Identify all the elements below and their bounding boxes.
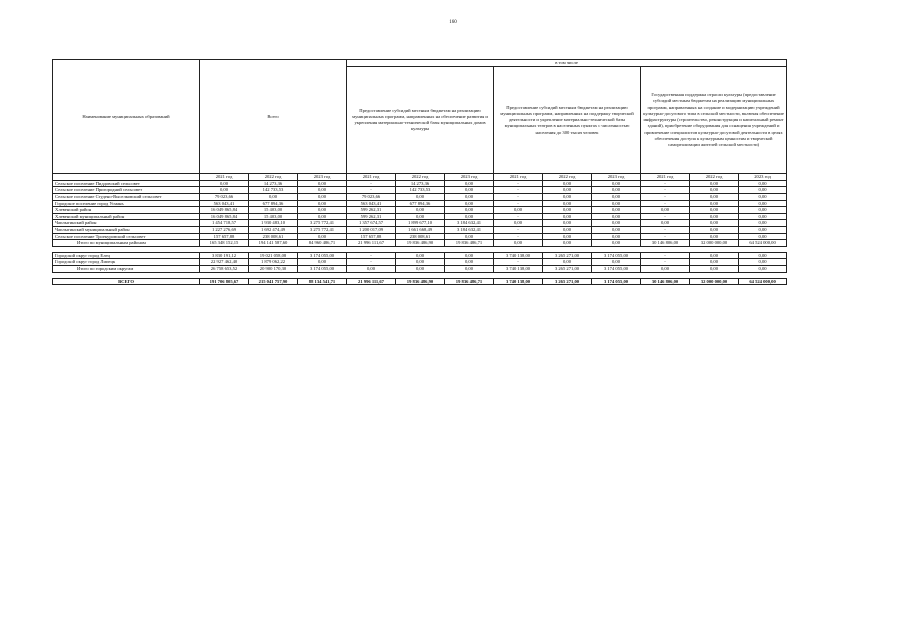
value-cell: 0,00 xyxy=(739,233,787,240)
value-cell: - xyxy=(347,187,396,194)
value-cell: 0,00 xyxy=(298,180,347,187)
value-cell: 677 894,36 xyxy=(396,200,445,207)
value-cell: 22 927 462,40 xyxy=(200,259,249,266)
value-cell: 21 996 111,67 xyxy=(347,278,396,285)
value-cell: 3 740 138,00 xyxy=(494,265,543,272)
value-cell: 3 174 055,00 xyxy=(592,278,641,285)
value-cell: 0,00 xyxy=(445,233,494,240)
year-header: 2023 год xyxy=(739,174,787,181)
table-row xyxy=(53,226,787,233)
header-in-that-number: в том числе xyxy=(347,60,787,67)
table-row xyxy=(53,213,787,220)
value-cell: 79 023,66 xyxy=(200,193,249,200)
value-cell: 0,00 xyxy=(543,233,592,240)
value-cell: - xyxy=(641,259,690,266)
value-cell: - xyxy=(494,213,543,220)
value-cell: 3 174 055,00 xyxy=(592,252,641,259)
value-cell: 0,00 xyxy=(494,220,543,227)
value-cell: 563 043,41 xyxy=(200,200,249,207)
year-header: 2021 год xyxy=(494,174,543,181)
value-cell: 0,00 xyxy=(445,213,494,220)
header-group-theatres: Предоставление субсидий местным бюджетам на реализацию муниципальных программ, направленных на поддержку творческой деятельности и укрепление материально-технической базы муниципальных театров в населенных пунктах с численностью населения до 300 тысяч человек xyxy=(494,67,641,174)
row-name: Городской округ город Липецк xyxy=(53,259,200,266)
year-header: 2023 год xyxy=(445,174,494,181)
value-cell: 1 879 062,22 xyxy=(249,259,298,266)
value-cell: 0,00 xyxy=(592,187,641,194)
value-cell: 19 836 486,71 xyxy=(445,278,494,285)
value-cell: 0,00 xyxy=(298,259,347,266)
value-cell: 79 023,66 xyxy=(347,193,396,200)
value-cell: 142 733,53 xyxy=(396,187,445,194)
value-cell: 1 200 017,09 xyxy=(347,226,396,233)
value-cell: 19 836 486,90 xyxy=(396,240,445,247)
value-cell: 16 049 865,84 xyxy=(200,213,249,220)
value-cell: 30 146 806,00 xyxy=(641,278,690,285)
value-cell: 0,00 xyxy=(396,213,445,220)
value-cell: - xyxy=(641,200,690,207)
table-row xyxy=(53,200,787,207)
value-cell: 0,00 xyxy=(298,187,347,194)
value-cell: 20 900 170,30 xyxy=(249,265,298,272)
value-cell: 191 706 805,67 xyxy=(200,278,249,285)
value-cell: 15 403,00 xyxy=(249,213,298,220)
value-cell: 0,00 xyxy=(543,187,592,194)
value-cell: 0,00 xyxy=(396,259,445,266)
value-cell: 19 836 486,90 xyxy=(396,278,445,285)
rows-districts xyxy=(53,180,787,252)
year-header: 2022 год xyxy=(249,174,298,181)
value-cell: 88 134 541,71 xyxy=(298,278,347,285)
value-cell: 0,00 xyxy=(494,207,543,214)
table-row xyxy=(53,220,787,227)
value-cell: 0,00 xyxy=(396,252,445,259)
value-cell: 0,00 xyxy=(592,193,641,200)
value-cell: 0,00 xyxy=(690,200,739,207)
value-cell: 84 960 486,71 xyxy=(298,240,347,247)
value-cell: 0,00 xyxy=(641,207,690,214)
value-cell: 3 184 632,41 xyxy=(445,220,494,227)
row-name: Сельское поселение Пригородний сельсовет xyxy=(53,187,200,194)
value-cell: - xyxy=(641,180,690,187)
year-header: 2022 год xyxy=(690,174,739,181)
value-cell: - xyxy=(494,180,543,187)
value-cell: - xyxy=(494,226,543,233)
value-cell: 0,00 xyxy=(543,180,592,187)
value-cell: 0,00 xyxy=(592,180,641,187)
value-cell: 64 524 000,00 xyxy=(739,278,787,285)
table-row xyxy=(53,207,787,214)
row-name: Чаплыгинский муниципальный район xyxy=(53,226,200,233)
value-cell: 0,00 xyxy=(739,193,787,200)
year-header: 2021 год xyxy=(347,174,396,181)
value-cell: 0,00 xyxy=(690,213,739,220)
years-row xyxy=(53,174,787,181)
value-cell: 0,00 xyxy=(690,180,739,187)
table-row xyxy=(53,252,787,259)
header-total: Всего xyxy=(200,60,347,174)
row-name: ВСЕГО xyxy=(53,278,200,285)
value-cell: 0,00 xyxy=(445,265,494,272)
value-cell: 30 146 806,00 xyxy=(641,240,690,247)
value-cell: - xyxy=(641,226,690,233)
value-cell: 0,00 xyxy=(298,193,347,200)
value-cell: 0,00 xyxy=(445,187,494,194)
value-cell: 0,00 xyxy=(445,200,494,207)
value-cell: 0,00 xyxy=(690,226,739,233)
table-row xyxy=(53,193,787,200)
value-cell: 0,00 xyxy=(249,193,298,200)
value-cell: 0,00 xyxy=(445,207,494,214)
value-cell: 0,00 xyxy=(445,252,494,259)
value-cell: 599 262,31 xyxy=(347,207,396,214)
value-cell: 0,00 xyxy=(739,252,787,259)
value-cell: 0,00 xyxy=(494,240,543,247)
value-cell: 563 043,41 xyxy=(347,200,396,207)
row-name: Сельское поселение Студено-Выселковский сельсовет xyxy=(53,193,200,200)
value-cell: 0,00 xyxy=(739,220,787,227)
year-header: 2021 год xyxy=(641,174,690,181)
value-cell: 64 524 000,00 xyxy=(739,240,787,247)
value-cell: 26 758 653,52 xyxy=(200,265,249,272)
value-cell: 599 262,31 xyxy=(347,213,396,220)
value-cell: 1 357 674,57 xyxy=(347,220,396,227)
row-name: Городское поселение город Усмань xyxy=(53,200,200,207)
year-header: 2022 год xyxy=(396,174,445,181)
value-cell: 0,00 xyxy=(543,200,592,207)
value-cell: 238 008,61 xyxy=(396,233,445,240)
value-cell: 215 041 757,90 xyxy=(249,278,298,285)
value-cell: 1 661 668,49 xyxy=(396,226,445,233)
value-cell: 0,00 xyxy=(396,265,445,272)
value-cell: - xyxy=(641,193,690,200)
value-cell: 3 275 772,41 xyxy=(298,220,347,227)
value-cell: - xyxy=(494,193,543,200)
value-cell: 0,00 xyxy=(690,187,739,194)
value-cell: 0,00 xyxy=(739,187,787,194)
row-name: Городской округ город Елец xyxy=(53,252,200,259)
value-cell: 3 830 191,12 xyxy=(200,252,249,259)
value-cell: 3 275 772,41 xyxy=(298,226,347,233)
value-cell: 0,00 xyxy=(592,259,641,266)
value-cell: 0,00 xyxy=(592,200,641,207)
value-cell: 0,00 xyxy=(445,259,494,266)
value-cell: 0,00 xyxy=(592,220,641,227)
header-name: Наименование муниципальных образований xyxy=(53,60,200,174)
budget-table xyxy=(52,59,787,285)
table-row xyxy=(53,180,787,187)
value-cell: - xyxy=(641,213,690,220)
value-cell: 0,00 xyxy=(396,193,445,200)
row-name: Сельское поселение Пиддовский сельсовет xyxy=(53,180,200,187)
table-row xyxy=(53,233,787,240)
value-cell: 0,00 xyxy=(592,240,641,247)
value-cell: 0,00 xyxy=(543,226,592,233)
value-cell: 0,00 xyxy=(200,180,249,187)
value-cell: 19 021 058,08 xyxy=(249,252,298,259)
value-cell: - xyxy=(494,200,543,207)
header-group-rural-culture: Государственная поддержка отрасли культуры (предоставление субсидий местным бюджетам на реализацию муниципальных программ, направленных на создание и модернизацию учреждений культурно-досугового типа в сельской местности, включая обеспечение инфраструктуры (строительство, реконструкция и капитальный ремонт зданий), приобретение оборудования для оснащения учреждений и привлечение специалистов культурно-досуговой деятельности в целях обеспечения доступа к культурным ценностям и творческой самореализации жителей сельской местности) xyxy=(641,67,787,174)
value-cell: 32 000 000,00 xyxy=(690,240,739,247)
value-cell: 19 836 486,71 xyxy=(445,240,494,247)
value-cell: 0,00 xyxy=(592,213,641,220)
value-cell: 0,00 xyxy=(592,233,641,240)
value-cell: - xyxy=(494,233,543,240)
value-cell: 0,00 xyxy=(739,259,787,266)
value-cell: 14 273,36 xyxy=(396,180,445,187)
value-cell: 0,00 xyxy=(592,207,641,214)
value-cell: 32 000 000,00 xyxy=(690,278,739,285)
value-cell: - xyxy=(494,259,543,266)
value-cell: 165 348 152,15 xyxy=(200,240,249,247)
value-cell: 0,00 xyxy=(396,207,445,214)
value-cell: 157 657,88 xyxy=(347,233,396,240)
value-cell: 1 454 718,57 xyxy=(200,220,249,227)
value-cell: 0,00 xyxy=(592,226,641,233)
value-cell: 0,00 xyxy=(298,200,347,207)
value-cell: 0,00 xyxy=(298,213,347,220)
value-cell: 3 265 271,00 xyxy=(543,278,592,285)
value-cell: 1 930 483,10 xyxy=(249,220,298,227)
value-cell: 0,00 xyxy=(739,213,787,220)
page-number: 160 xyxy=(449,20,457,25)
value-cell: 0,00 xyxy=(690,193,739,200)
year-header: 2022 год xyxy=(543,174,592,181)
table-row xyxy=(53,240,787,247)
year-header: 2021 год xyxy=(200,174,249,181)
row-name: Итого по муниципальным районам xyxy=(53,240,200,247)
value-cell: 16 049 865,84 xyxy=(200,207,249,214)
value-cell: 0,00 xyxy=(298,207,347,214)
value-cell: 194 141 587,60 xyxy=(249,240,298,247)
value-cell: 1 692 474,49 xyxy=(249,226,298,233)
value-cell: 0,00 xyxy=(739,200,787,207)
year-header: 2023 год xyxy=(592,174,641,181)
value-cell: 3 740 138,00 xyxy=(494,252,543,259)
value-cell: 3 265 271,00 xyxy=(543,265,592,272)
value-cell: 0,00 xyxy=(690,252,739,259)
value-cell: 238 008,61 xyxy=(249,233,298,240)
row-name: Сельское поселение Троекуровский сельсовет xyxy=(53,233,200,240)
year-header: 2023 год xyxy=(298,174,347,181)
value-cell: - xyxy=(641,187,690,194)
value-cell: 21 996 111,67 xyxy=(347,240,396,247)
value-cell: 0,00 xyxy=(200,187,249,194)
value-cell: - xyxy=(347,259,396,266)
table-row xyxy=(53,187,787,194)
row-name: Хлевенский район xyxy=(53,207,200,214)
row-name: Итого по городским округам xyxy=(53,265,200,272)
value-cell: 0,00 xyxy=(543,220,592,227)
value-cell: 0,00 xyxy=(690,259,739,266)
value-cell: 157 657,88 xyxy=(200,233,249,240)
row-name: Чаплыгинский район xyxy=(53,220,200,227)
value-cell: 15 403,00 xyxy=(249,207,298,214)
value-cell: 3 265 271,00 xyxy=(543,252,592,259)
value-cell: 0,00 xyxy=(739,180,787,187)
value-cell: 3 174 055,00 xyxy=(592,265,641,272)
value-cell: - xyxy=(494,187,543,194)
value-cell: 0,00 xyxy=(641,265,690,272)
rows-cities xyxy=(53,252,787,278)
header-group-culture-houses: Предоставление субсидий местным бюджетам на реализацию муниципальных программ, направленных на обеспечение развития и укрепления материально-технической базы муниципальных домов культуры xyxy=(347,67,494,174)
value-cell: 3 174 055,00 xyxy=(298,265,347,272)
value-cell: - xyxy=(347,252,396,259)
value-cell: 142 733,53 xyxy=(249,187,298,194)
value-cell: 0,00 xyxy=(543,193,592,200)
value-cell: 0,00 xyxy=(641,220,690,227)
value-cell: 0,00 xyxy=(690,207,739,214)
value-cell: - xyxy=(347,180,396,187)
value-cell: 0,00 xyxy=(690,220,739,227)
value-cell: 0,00 xyxy=(739,226,787,233)
value-cell: 0,00 xyxy=(543,259,592,266)
value-cell: 0,00 xyxy=(543,207,592,214)
value-cell: 0,00 xyxy=(739,207,787,214)
value-cell: 14 273,36 xyxy=(249,180,298,187)
value-cell: 0,00 xyxy=(690,265,739,272)
value-cell: 3 174 055,00 xyxy=(298,252,347,259)
table-row xyxy=(53,259,787,266)
value-cell: 0,00 xyxy=(445,180,494,187)
value-cell: 0,00 xyxy=(543,240,592,247)
rows-grand-total xyxy=(53,278,787,285)
value-cell: 677 894,36 xyxy=(249,200,298,207)
value-cell: 3 184 632,41 xyxy=(445,226,494,233)
table-row xyxy=(53,278,787,285)
value-cell: 3 740 138,00 xyxy=(494,278,543,285)
value-cell: 0,00 xyxy=(347,265,396,272)
value-cell: 0,00 xyxy=(543,213,592,220)
year-cell-empty xyxy=(53,174,200,181)
value-cell: - xyxy=(641,252,690,259)
value-cell: 0,00 xyxy=(445,193,494,200)
value-cell: 0,00 xyxy=(690,233,739,240)
row-name: Хлевенский муниципальный район xyxy=(53,213,200,220)
value-cell: 0,00 xyxy=(298,233,347,240)
value-cell: 0,00 xyxy=(739,265,787,272)
value-cell: 1 227 276,69 xyxy=(200,226,249,233)
value-cell: - xyxy=(641,233,690,240)
value-cell: 1 899 677,10 xyxy=(396,220,445,227)
table-row xyxy=(53,265,787,272)
